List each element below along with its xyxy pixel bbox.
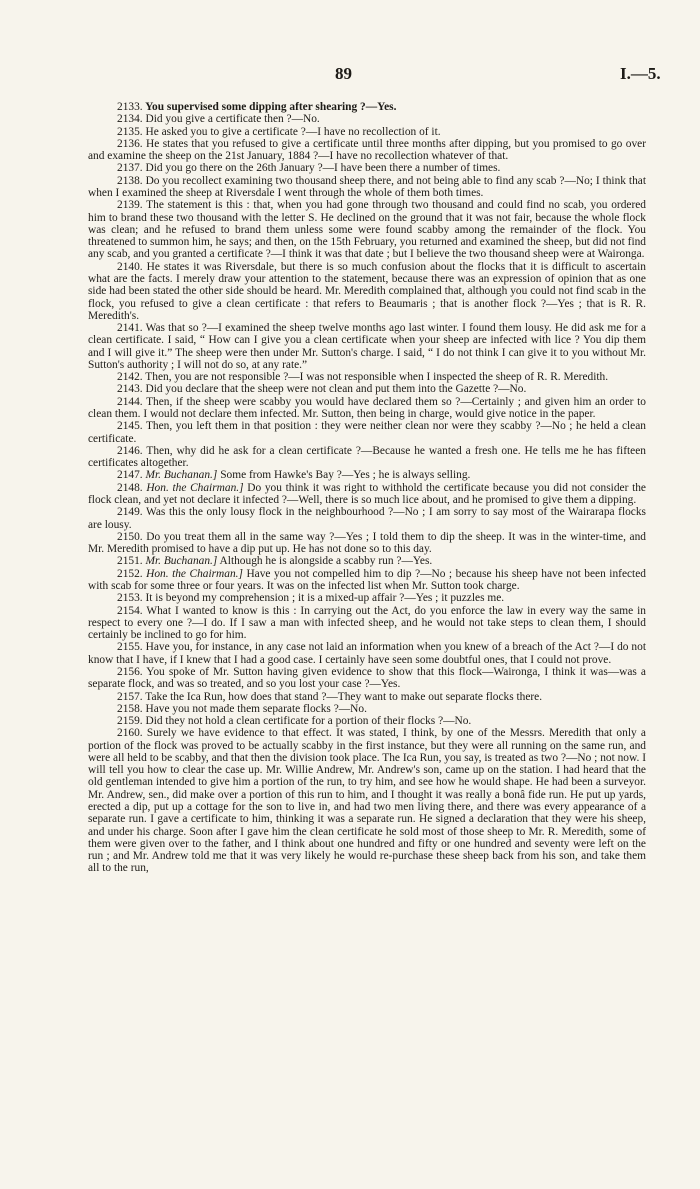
evidence-paragraph xyxy=(88,666,646,691)
question-answer-text: Was that so ?—I examined the sheep twelve months ago last winter. I found them lousy. He did ask me for a clean certificate. I said, “ How can I give you a clean certificate when your sheep are infected with lice ? You dip them and I will give it.” The sheep were then under Mr. Sutton's charge. I said, “ I do not think I can give it to you without Mr. Sutton's authority ; I will not do so, at any rate.” xyxy=(88,322,646,371)
question-answer-text: Surely we have evidence to that effect. It was stated, I think, by one of the Messrs. Meredith that only a portion of the flock was proved to be actually scabby in the first instance, but they were all running on the same run, and were all held to be scabby, and that then the division took place. The Ica Run, you say, is treated as two ?—No ; not now. I will tell you how to clear the case up. Mr. Willie Andrew, Mr. Andrew's son, came up on the station. I had heard that the old gentleman intended to give him a portion of the run, to try him, and see how he would shape. He had been a surveyor. Mr. Andrew, sen., did make over a portion of this run to him, and I thought it was really a bonâ fide run. He put up yards, erected a dip, put up a cottage for the son to live in, and had two men living there, and there was every appearance of a separate run. I gave a certificate to him, thinking it was a separate run. He signed a declaration that they were his sheep, and under his charge. Soon after I gave him the clean certificate he sold most of those sheep to Mr. R. Meredith, some of them were given over to the father, and I think about one hundred and fifty or one hundred and seventy were left on the run ; and Mr. Andrew told me that it was very likely he would re-purchase these sheep back from his son, and take them all to the run, xyxy=(88,727,646,875)
question-number: 2140. xyxy=(117,260,143,273)
question-number: 2149. xyxy=(117,506,143,519)
question-answer-text: Take the Ica Run, how does that stand ?—They want to make out separate flocks there. xyxy=(145,690,543,703)
evidence-paragraph xyxy=(88,261,646,322)
question-answer-text: Did they not hold a clean certificate for a portion of their flocks ?—No. xyxy=(145,715,472,728)
series-reference: I.—5. xyxy=(620,64,661,83)
question-number: 2148. xyxy=(117,481,143,494)
question-number: 2138. xyxy=(117,174,143,187)
question-number: 2139. xyxy=(117,199,143,212)
question-number: 2133. xyxy=(117,101,143,113)
evidence-paragraph xyxy=(88,113,646,125)
question-number: 2157. xyxy=(117,690,143,703)
question-answer-text: Did you give a certificate then ?—No. xyxy=(145,113,320,126)
question-number: 2142. xyxy=(117,371,143,384)
question-number: 2145. xyxy=(117,420,143,433)
question-number: 2159. xyxy=(117,715,143,728)
question-answer-text: You supervised some dipping after shearing ?—Yes. xyxy=(145,101,397,113)
evidence-paragraph xyxy=(88,138,646,163)
question-number: 2155. xyxy=(117,641,143,654)
evidence-paragraph xyxy=(88,531,646,556)
page-number: 89 xyxy=(335,64,352,83)
evidence-paragraph xyxy=(88,199,646,260)
question-answer-text: Then, if the sheep were scabby you would have declared them so ?—Certainly ; and given him an order to clean them. I would not declare them infected. Mr. Sutton, then being in charge, would give notice in the paper. xyxy=(88,395,646,421)
speaker-label: Mr. Buchanan.] xyxy=(145,469,218,482)
evidence-paragraph xyxy=(88,568,646,593)
question-answer-text: Do you treat them all in the same way ?—Yes ; I told them to dip the sheep. It was in the winter-time, and Mr. Meredith promised to have a dip put up. He has not done so to this day. xyxy=(88,530,646,556)
question-answer-text: Did you go there on the 26th January ?—I have been there a number of times. xyxy=(145,162,501,175)
evidence-paragraph xyxy=(88,506,646,531)
question-answer-text: It is beyond my comprehension ; it is a mixed-up affair ?—Yes ; it puzzles me. xyxy=(145,592,505,605)
question-number: 2153. xyxy=(117,592,143,605)
question-answer-text: You spoke of Mr. Sutton having given evidence to show that this flock—Waironga, I think it was—was a separate flock, and was so treated, and so you lost your case ?—Yes. xyxy=(88,665,646,691)
evidence-paragraph xyxy=(88,727,646,874)
evidence-paragraph xyxy=(88,555,646,567)
speaker-label: Mr. Buchanan.] xyxy=(145,555,218,568)
question-answer-text: He states that you refused to give a certificate until three months after dipping, but you promised to go over and examine the sheep on the 21st January, 1884 ?—I have no recollection whatever of that. xyxy=(88,137,646,163)
question-answer-text: Did you declare that the sheep were not clean and put them into the Gazette ?—No. xyxy=(145,383,527,396)
question-answer-text: Then, you are not responsible ?—I was not responsible when I inspected the sheep of R. R. Meredith. xyxy=(145,371,609,384)
evidence-paragraph xyxy=(88,703,646,715)
evidence-paragraph xyxy=(88,482,646,507)
question-answer-text: He states it was Riversdale, but there is so much confusion about the flocks that it is difficult to ascertain what are the facts. I merely draw your attention to the statement, because there was an expression of opinion that as one side had been stated the other side should be heard. Mr. Meredith complained that, although you could not find scab in the flock, you refused to give a clean certificate : that refers to Beaumaris ; that is another flock ?—Yes ; that is R. R. Meredith's. xyxy=(88,260,646,322)
question-answer-text: Although he is alongside a scabby run ?—Yes. xyxy=(219,555,433,568)
evidence-paragraph xyxy=(88,691,646,703)
speaker-label: Hon. the Chairman.] xyxy=(146,481,244,494)
question-answer-text: Have you not made them separate flocks ?—No. xyxy=(145,702,367,715)
question-answer-text: Some from Hawke's Bay ?—Yes ; he is always selling. xyxy=(220,469,471,482)
question-number: 2152. xyxy=(117,567,143,580)
question-number: 2137. xyxy=(117,162,143,175)
question-number: 2134. xyxy=(117,113,143,126)
evidence-paragraph xyxy=(88,175,646,200)
question-answer-text: Was this the only lousy flock in the neighbourhood ?—No ; I am sorry to say most of the Wairarapa flocks are lousy. xyxy=(88,506,646,531)
evidence-paragraph xyxy=(88,469,646,481)
evidence-paragraph xyxy=(88,445,646,470)
question-number: 2136. xyxy=(117,137,143,150)
question-answer-text: Do you think it was right to withhold the certificate because you did not consider the flock clean, and yet not declare it infected ?—Well, there is so much lice about, and he promised to give them a dipping. xyxy=(88,481,646,506)
question-number: 2147. xyxy=(117,469,143,482)
evidence-paragraph xyxy=(88,162,646,174)
question-answer-text: Then, you left them in that position : they were neither clean nor were they scabby ?—No ; he held a clean certificate. xyxy=(88,420,646,445)
evidence-paragraph xyxy=(88,641,646,666)
question-answer-text: He asked you to give a certificate ?—I have no recollection of it. xyxy=(145,125,441,138)
question-answer-text: What I wanted to know is this : In carrying out the Act, do you enforce the law in every way the same in respect to every one ?—I do. If I saw a man with infected sheep, and he would not take steps to clean them, I should certainly be inclined to go for him. xyxy=(88,604,646,642)
evidence-paragraph xyxy=(88,101,646,113)
question-answer-text: Have you, for instance, in any case not laid an information when you knew of a breach of the Act ?—I do not know that I have, if I knew that I had a good case. I certainly have seen some doubtful ones, that I could not prove. xyxy=(88,641,646,666)
evidence-paragraph xyxy=(88,126,646,138)
question-answer-text: Then, why did he ask for a clean certificate ?—Because he wanted a fresh one. He tells me he has fifteen certificates altogether. xyxy=(88,444,646,470)
question-number: 2143. xyxy=(117,383,143,396)
question-number: 2144. xyxy=(117,395,143,408)
evidence-paragraph xyxy=(88,383,646,395)
question-number: 2146. xyxy=(117,444,143,457)
question-number: 2135. xyxy=(117,125,143,138)
speaker-label: Hon. the Chairman.] xyxy=(146,567,243,580)
question-answer-text: The statement is this : that, when you had gone through two thousand and could find no scab, you ordered him to brand these two thousand with the letter S. He declined on the ground that it was not fair, because the whole flock was clean; and he refused to brand them unless some were found scabby among the remainder of the flock. You threatened to summon him, he says; and then, on the 15th February, you returned and examined the sheep, but did not find any scab, and you granted a certificate ?—I think it was that date ; but I believe the two thousand sheep were at Waironga. xyxy=(88,199,646,261)
evidence-paragraph xyxy=(88,371,646,383)
evidence-paragraph xyxy=(88,592,646,604)
question-number: 2158. xyxy=(117,702,143,715)
question-number: 2156. xyxy=(117,665,143,678)
question-number: 2160. xyxy=(117,727,143,740)
question-answer-text: Have you not compelled him to dip ?—No ; because his sheep have not been infected with scab for some three or four years. It was on the infected list when Mr. Sutton took charge. xyxy=(88,567,646,592)
question-number: 2151. xyxy=(117,555,143,568)
evidence-paragraph xyxy=(88,396,646,421)
evidence-paragraph xyxy=(88,715,646,727)
question-number: 2141. xyxy=(117,322,143,335)
question-answer-text: Do you recollect examining two thousand sheep there, and not being able to find any scab ?—No; I think that when I examined the sheep at Riversdale I went through the whole of them both times. xyxy=(88,174,646,199)
evidence-paragraph xyxy=(88,322,646,371)
question-number: 2154. xyxy=(117,604,143,617)
evidence-paragraph xyxy=(88,420,646,445)
question-number: 2150. xyxy=(117,530,143,543)
evidence-text xyxy=(88,101,646,875)
evidence-paragraph xyxy=(88,605,646,642)
